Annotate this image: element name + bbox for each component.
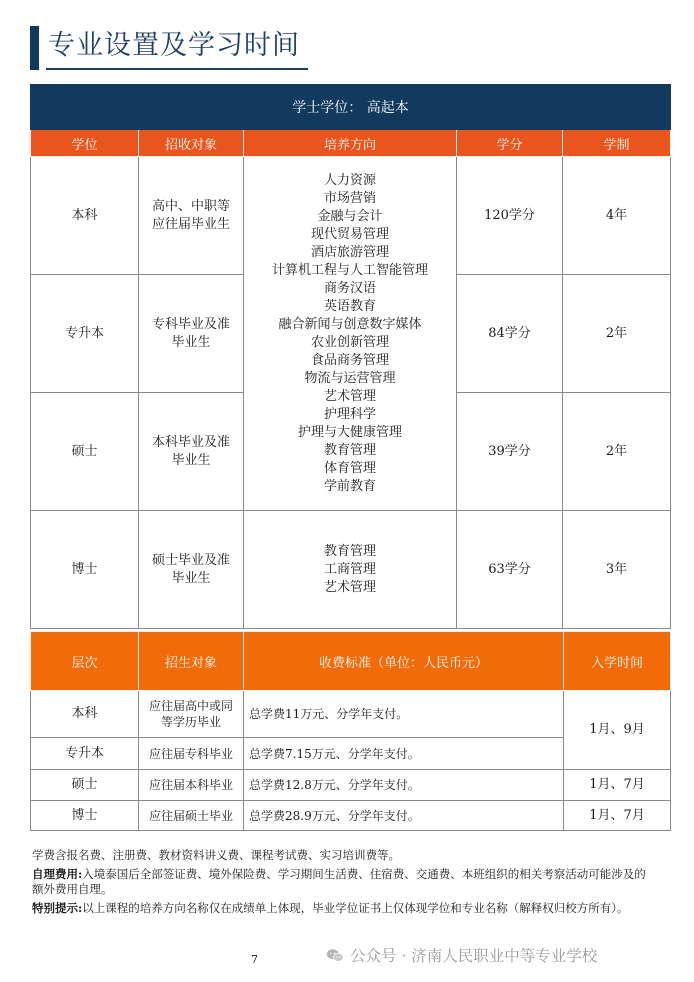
target-line: 高中、中职等 [151, 198, 230, 214]
direction-item: 护理科学 [323, 406, 376, 422]
col-header-years: 学制 [563, 130, 671, 157]
target-cell: 应往届硕士毕业 [139, 801, 244, 831]
degree-band: 学士学位： 高起本 [31, 85, 671, 130]
note-fee-includes: 学费含报名费、注册费、教材资料讲义费、课程考试费、实习培训费等。 [32, 848, 400, 862]
target-cell: 应往届专科毕业 [139, 738, 244, 770]
direction-item: 人力资源 [323, 172, 376, 188]
years-cell: 4年 [563, 157, 671, 275]
target-cell [139, 157, 244, 275]
col-header-target: 招生对象 [139, 632, 244, 691]
fee-table [30, 631, 671, 831]
degree-cell: 本科 [31, 157, 139, 275]
target-cell [139, 691, 244, 738]
direction-item: 教育管理 [323, 442, 376, 458]
target-line: 专科毕业及准 [151, 316, 230, 332]
intake-cell: 1月、7月 [564, 801, 671, 831]
col-header-credits: 学分 [457, 130, 563, 157]
page-title: 专业设置及学习时间 [48, 30, 300, 61]
level-cell: 专升本 [31, 738, 139, 770]
col-header-degree: 学位 [31, 130, 139, 157]
title-accent-bar [30, 26, 39, 70]
direction-item: 食品商务管理 [310, 352, 389, 368]
note-self-paid [32, 867, 652, 897]
col-header-direction: 培养方向 [244, 130, 457, 157]
direction-item: 护理与大健康管理 [297, 424, 402, 440]
fee-cell: 总学费28.9万元、分学年支付。 [244, 801, 564, 831]
col-header-fee: 收费标准（单位：人民币元） [244, 632, 564, 691]
fee-cell: 总学费12.8万元、分学年支付。 [244, 770, 564, 801]
direction-item: 金融与会计 [317, 208, 383, 224]
direction-item: 教育管理 [323, 543, 376, 559]
direction-item: 现代贸易管理 [310, 226, 389, 242]
table-row [31, 770, 671, 801]
target-cell [139, 393, 244, 511]
watermark-text: 公众号 · 济南人民职业中等专业学校 [350, 947, 598, 965]
note-self-paid-text: 入境泰国后全部签证费、境外保险费、学习期间生活费、住宿费、交通费、本班组织的相关考察活动可能涉及的额外费用自理。 [32, 867, 646, 896]
target-line: 毕业生 [171, 452, 211, 468]
credits-cell: 39学分 [457, 393, 563, 511]
credits-cell: 63学分 [457, 511, 563, 629]
direction-item: 物流与运营管理 [304, 370, 396, 386]
target-line: 等学历毕业 [160, 715, 221, 729]
direction-item: 工商管理 [323, 561, 376, 577]
col-header-level: 层次 [31, 632, 139, 691]
target-line: 毕业生 [171, 334, 211, 350]
years-cell: 2年 [563, 393, 671, 511]
degree-cell: 博士 [31, 511, 139, 629]
target-line: 硕士毕业及准 [151, 552, 230, 568]
direction-item: 艺术管理 [323, 579, 376, 595]
note-special-tip [32, 901, 652, 916]
notes-section [32, 848, 652, 920]
target-cell: 应往届本科毕业 [139, 770, 244, 801]
direction-item: 计算机工程与人工智能管理 [271, 262, 428, 278]
direction-item: 英语教育 [323, 298, 376, 314]
level-cell: 硕士 [31, 770, 139, 801]
table-row [31, 801, 671, 831]
credits-cell: 84学分 [457, 275, 563, 393]
target-line: 应往届高中或同 [148, 699, 233, 713]
target-line: 应往届毕业生 [151, 216, 230, 232]
note-special-tip-label: 特别提示: [32, 901, 83, 915]
target-line: 本科毕业及准 [151, 434, 230, 450]
wechat-icon [326, 948, 344, 963]
fee-cell: 总学费7.15万元、分学年支付。 [244, 738, 564, 770]
level-cell: 本科 [31, 691, 139, 738]
table-row [31, 157, 671, 275]
direction-item: 商务汉语 [323, 280, 376, 296]
program-table [30, 84, 671, 629]
direction-item: 酒店旅游管理 [310, 244, 389, 260]
target-cell [139, 275, 244, 393]
degree-cell: 专升本 [31, 275, 139, 393]
target-cell [139, 511, 244, 629]
page-number: 7 [251, 953, 258, 966]
title-underline [46, 68, 308, 70]
years-cell: 3年 [563, 511, 671, 629]
target-line: 毕业生 [171, 570, 211, 586]
table-row [31, 691, 671, 738]
direction-item: 学前教育 [323, 478, 376, 494]
table-row [31, 511, 671, 629]
years-cell: 2年 [563, 275, 671, 393]
intake-cell: 1月、7月 [564, 770, 671, 801]
credits-cell: 120学分 [457, 157, 563, 275]
level-cell: 博士 [31, 801, 139, 831]
fee-header-row [31, 632, 671, 691]
watermark [326, 944, 597, 966]
direction-item: 融合新闻与创意数字媒体 [278, 316, 422, 332]
degree-cell: 硕士 [31, 393, 139, 511]
direction-item: 市场营销 [323, 190, 376, 206]
note-special-tip-text: 以上课程的培养方向名称仅在成绩单上体现，毕业学位证书上仅体现学位和专业名称（解释权归校方所有）。 [82, 901, 629, 915]
direction-item: 艺术管理 [323, 388, 376, 404]
col-header-target: 招收对象 [139, 130, 244, 157]
direction-list-phd [244, 511, 457, 629]
direction-list-main [244, 157, 457, 511]
note-self-paid-label: 自理费用: [32, 867, 83, 881]
program-header-row [31, 130, 671, 157]
intake-cell: 1月、9月 [564, 691, 671, 770]
direction-item: 农业创新管理 [310, 334, 389, 350]
direction-item: 体育管理 [323, 460, 376, 476]
fee-cell: 总学费11万元、分学年支付。 [244, 691, 564, 738]
col-header-intake: 入学时间 [564, 632, 671, 691]
